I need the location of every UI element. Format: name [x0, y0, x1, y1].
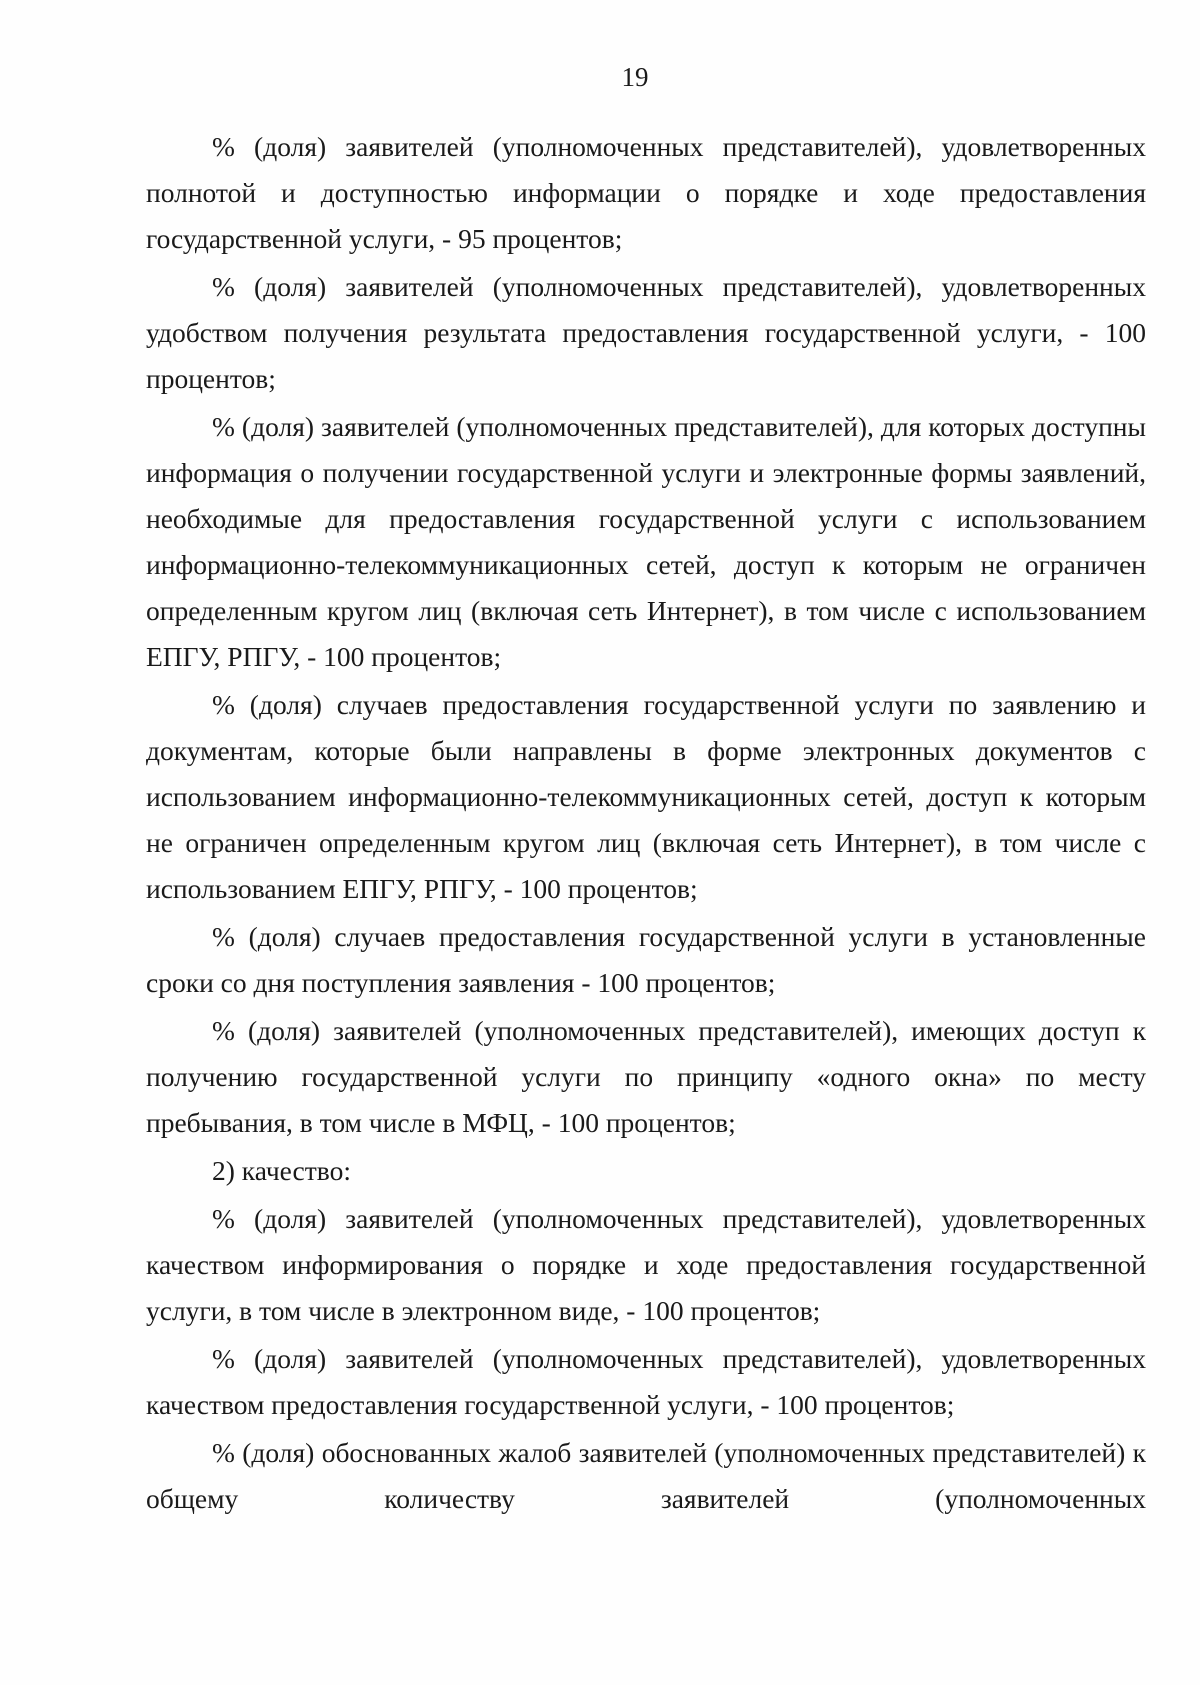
- paragraph: % (доля) обоснованных жалоб заявителей (уполномоченных представителей) к общему количеству заявителей (уполномоченных: [146, 1437, 1146, 1514]
- paragraph: 2) качество:: [212, 1155, 351, 1186]
- paragraph: % (доля) заявителей (уполномоченных представителей), удовлетворенных качеством информирования о порядке и ходе предоставления государственной услуги, в том числе в электронном виде, - 100 процентов;: [146, 1203, 1146, 1326]
- document-body: [146, 124, 1146, 1524]
- paragraph: % (доля) заявителей (уполномоченных представителей), удовлетворенных удобством получения результата предоставления государственной услуги, - 100 процентов;: [146, 271, 1146, 394]
- page-number: 19: [621, 62, 649, 92]
- paragraph: % (доля) заявителей (уполномоченных представителей), удовлетворенных полнотой и доступностью информации о порядке и ходе предоставления государственной услуги, - 95 процентов;: [146, 131, 1146, 254]
- paragraph: % (доля) случаев предоставления государственной услуги в установленные сроки со дня поступления заявления - 100 процентов;: [146, 921, 1146, 998]
- paragraph: % (доля) заявителей (уполномоченных представителей), для которых доступны информация о получении государственной услуги и электронные формы заявлений, необходимые для предоставления государственной услуги с использованием информационно-телекоммуникационных сетей, доступ к которым не ограничен определенным кругом лиц (включая сеть Интернет), в том числе с использованием ЕПГУ, РПГУ, - 100 процентов;: [146, 411, 1146, 672]
- paragraph: % (доля) заявителей (уполномоченных представителей), удовлетворенных качеством предоставления государственной услуги, - 100 процентов;: [146, 1343, 1146, 1420]
- paragraph: % (доля) заявителей (уполномоченных представителей), имеющих доступ к получению государственной услуги по принципу «одного окна» по месту пребывания, в том числе в МФЦ, - 100 процентов;: [146, 1015, 1146, 1138]
- paragraph: % (доля) случаев предоставления государственной услуги по заявлению и документам, которые были направлены в форме электронных документов с использованием информационно-телекоммуникационных сетей, доступ к которым не ограничен определенным кругом лиц (включая сеть Интернет), в том числе с использованием ЕПГУ, РПГУ, - 100 процентов;: [146, 689, 1146, 904]
